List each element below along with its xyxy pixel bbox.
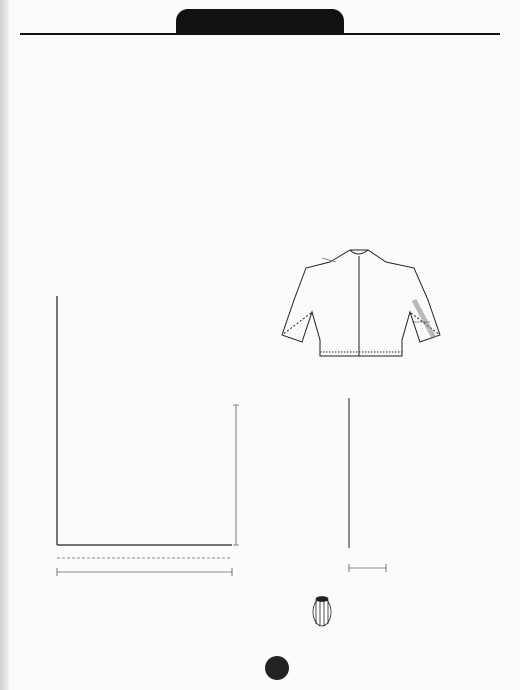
border-chart [349, 398, 386, 572]
popcorn-symbol [313, 597, 331, 627]
blouse-sketch [282, 250, 440, 356]
magazine-badge [265, 656, 289, 680]
sleeve-lace-chart [57, 296, 239, 576]
